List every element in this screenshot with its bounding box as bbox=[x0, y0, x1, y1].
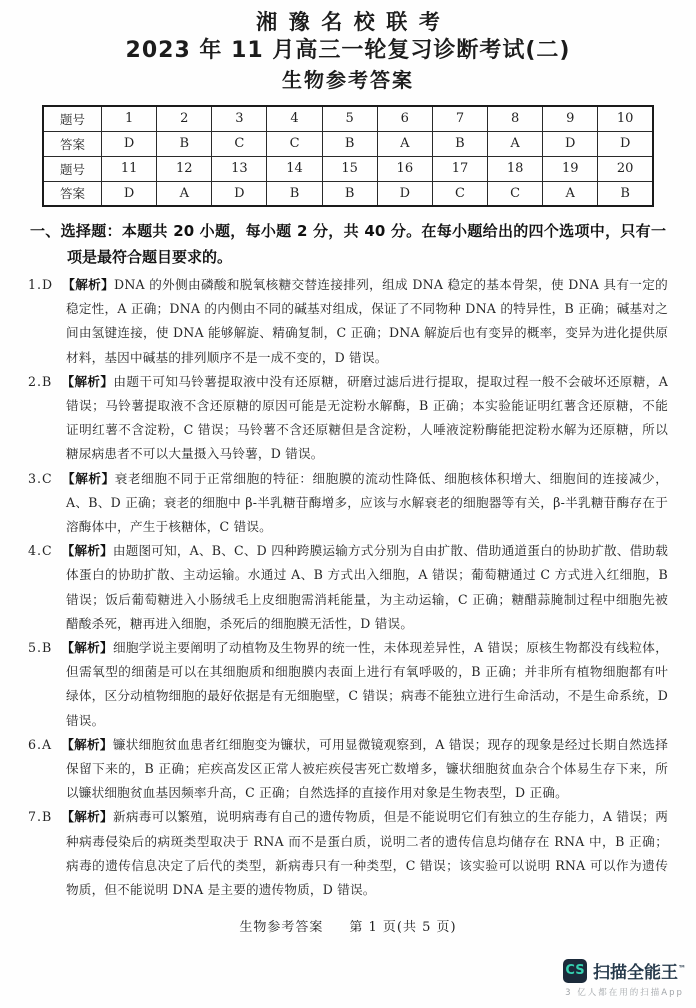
answer-cell: D bbox=[598, 131, 653, 156]
question-number-and-answer: 2.B bbox=[28, 373, 53, 389]
answer-table-row bbox=[43, 156, 653, 181]
answer-cell: D bbox=[102, 181, 157, 206]
answer-cell: 15 bbox=[322, 156, 377, 181]
page-footer bbox=[28, 916, 668, 935]
scanner-watermark-row bbox=[563, 958, 686, 983]
answer-cell: 14 bbox=[267, 156, 322, 181]
answer-cell: 2 bbox=[157, 106, 212, 131]
analysis-label: 【解析】 bbox=[61, 373, 114, 389]
answer-cell: 11 bbox=[102, 156, 157, 181]
answer-key-table-body bbox=[43, 106, 653, 206]
answer-cell: 20 bbox=[598, 156, 653, 181]
analysis-text: 由题图可知，A、B、C、D 四种跨膜运输方式分别为自由扩散、借助通道蛋白的协助扩散、借助载体蛋白的协助扩散、主动运输。水通过 A、B 方式出入细胞，A 错误；葡萄糖通过 C 方式进入红细胞，B 错误；饭后葡萄糖进入小肠绒毛上皮细胞需消耗能量，为主动运输，C 正确；糖醋蒜腌制过程中细胞先被醋酸杀死，糖再进入细胞，杀死后的细胞膜无活性，D 错误。 bbox=[66, 543, 668, 631]
analysis-text: 镰状细胞贫血患者红细胞变为镰状，可用显微镜观察到，A 错误；现存的现象是经过长期自然选择保留下来的，B 正确；疟疾高发区正常人被疟疾侵害死亡数增多，镰状细胞贫血杂合个体易生存下来，所以镰状细胞贫血基因频率升高，C 正确；自然选择的直接作用对象是生物表型，D 正确。 bbox=[66, 736, 668, 801]
explanation-item bbox=[28, 539, 668, 636]
explanation-item bbox=[28, 636, 668, 733]
analysis-text: DNA 的外侧由磷酸和脱氧核糖交替连接排列，组成 DNA 稳定的基本骨架，使 DNA 具有一定的稳定性，A 正确；DNA 的内侧由不同的碱基对组成，保证了不同物种 DNA 的特异性，B 正确；碱基对之间由氢键连接，使 DNA 能够解旋、精确复制，C 正确；DNA 解旋后也有变异的概率，变异为进化提供原材料，基因中碱基的排列顺序不是一成不变的，D 错误。 bbox=[66, 277, 668, 365]
footer-page-number: 第 1 页(共 5 页) bbox=[349, 920, 457, 936]
answer-cell: 5 bbox=[322, 106, 377, 131]
answer-cell: D bbox=[102, 131, 157, 156]
answer-cell: 6 bbox=[377, 106, 432, 131]
answer-cell: A bbox=[377, 131, 432, 156]
analysis-text: 细胞学说主要阐明了动植物及生物界的统一性，未体现差异性，A 错误；原核生物都没有线粒体，但需氧型的细菌是可以在其细胞质和细胞膜内表面上进行有氧呼吸的，B 正确；并非所有植物细胞都有叶绿体，区分动植物细胞的最好依据是有无细胞壁，C 错误；病毒不能独立进行生命活动，不是生命系统，D 错误。 bbox=[66, 640, 668, 728]
answer-cell: 1 bbox=[102, 106, 157, 131]
answer-cell: 17 bbox=[432, 156, 487, 181]
explanation-item bbox=[28, 273, 668, 370]
answer-table-row bbox=[43, 106, 653, 131]
analysis-label: 【解析】 bbox=[61, 736, 113, 752]
answer-cell: A bbox=[157, 181, 212, 206]
answer-cell: A bbox=[488, 131, 543, 156]
question-number-and-answer: 4.C bbox=[28, 543, 53, 559]
exam-session-title: 2023 年 11 月高三一轮复习诊断考试(二) bbox=[125, 38, 571, 63]
answer-cell: 16 bbox=[377, 156, 432, 181]
subject-answer-title: 生物参考答案 bbox=[282, 68, 414, 92]
analysis-label: 【解析】 bbox=[61, 543, 113, 559]
answer-table-row bbox=[43, 181, 653, 206]
analysis-label: 【解析】 bbox=[61, 809, 113, 825]
explanation-list bbox=[28, 273, 668, 902]
answer-cell: 3 bbox=[212, 106, 267, 131]
answer-cell: B bbox=[157, 131, 212, 156]
explanation-item bbox=[28, 467, 668, 540]
explanation-item bbox=[28, 805, 668, 902]
answer-cell: 13 bbox=[212, 156, 267, 181]
scanner-app-name: 扫描全能王™ bbox=[593, 963, 686, 983]
answer-cell: 9 bbox=[543, 106, 598, 131]
answer-cell: D bbox=[212, 181, 267, 206]
analysis-text: 由题干可知马铃薯提取液中没有还原糖，研磨过滤后进行提取，提取过程一般不会破坏还原糖，A 错误；马铃薯提取液不含还原糖的原因可能是无淀粉水解酶，B 正确；本实验能证明红薯含还原糖，不能证明红薯不含淀粉，C 错误；马铃薯不含还原糖但是含淀粉，人唾液淀粉酶能把淀粉水解为还原糖，所以糖尿病患者不可以大量摄入马铃薯，D 错误。 bbox=[66, 373, 668, 462]
exam-league-title: 湘豫名校联考 bbox=[256, 10, 452, 34]
answer-cell: D bbox=[543, 131, 598, 156]
answer-cell: B bbox=[267, 181, 322, 206]
row-label-cell: 答案 bbox=[43, 131, 102, 156]
analysis-label: 【解析】 bbox=[61, 470, 115, 486]
answer-cell: 8 bbox=[488, 106, 543, 131]
answer-cell: 10 bbox=[598, 106, 653, 131]
row-label-cell: 答案 bbox=[43, 181, 102, 206]
scanner-watermark bbox=[563, 958, 686, 998]
answer-cell: 7 bbox=[432, 106, 487, 131]
analysis-text: 衰老细胞不同于正常细胞的特征：细胞膜的流动性降低、细胞核体积增大、细胞间的连接减少，A、B、D 正确；衰老的细胞中 β-半乳糖苷酶增多，应该与水解衰老的细胞器等有关，β-半乳糖苷酶存在于溶酶体中，产生于核糖体，C 错误。 bbox=[66, 470, 668, 535]
answer-cell: 4 bbox=[267, 106, 322, 131]
question-number-and-answer: 5.B bbox=[28, 640, 53, 656]
answer-cell: D bbox=[377, 181, 432, 206]
footer-doc-name: 生物参考答案 bbox=[239, 920, 324, 936]
question-number-and-answer: 1.D bbox=[28, 277, 54, 292]
analysis-label: 【解析】 bbox=[61, 640, 113, 656]
answer-cell: C bbox=[432, 181, 487, 206]
row-label-cell: 题号 bbox=[43, 106, 102, 131]
answer-cell: 18 bbox=[488, 156, 543, 181]
answer-table-row bbox=[43, 131, 653, 156]
analysis-text: 新病毒可以繁殖，说明病毒有自己的遗传物质，但是不能说明它们有独立的生存能力，A 错误；两种病毒侵染后的病斑类型取决于 RNA 而不是蛋白质，说明二者的遗传信息均储存在 RNA 中，B 正确；病毒的遗传信息决定了后代的类型，新病毒只有一种类型，C 错误；该实验可以说明 RNA 可以作为遗传物质，但不能说明 DNA 是主要的遗传物质，D 错误。 bbox=[66, 809, 668, 898]
question-number-and-answer: 7.B bbox=[28, 809, 53, 825]
section-heading: 一、选择题：本题共 20 小题，每小题 2 分，共 40 分。在每小题给出的四个选项中，只有一项是最符合题目要求的。 bbox=[30, 222, 666, 266]
answer-cell: C bbox=[267, 131, 322, 156]
camscanner-logo-icon: CS bbox=[563, 959, 587, 983]
answer-cell: C bbox=[212, 131, 267, 156]
question-number-and-answer: 3.C bbox=[28, 470, 53, 486]
answer-key-table bbox=[42, 105, 654, 207]
question-number-and-answer: 6.A bbox=[28, 736, 53, 752]
explanation-item bbox=[28, 370, 668, 467]
answer-cell: A bbox=[543, 181, 598, 206]
row-label-cell: 题号 bbox=[43, 156, 102, 181]
trademark-symbol: ™ bbox=[678, 964, 686, 973]
scanner-app-tagline: 3 亿人都在用的扫描App bbox=[565, 988, 684, 998]
answer-cell: B bbox=[322, 131, 377, 156]
answer-cell: B bbox=[432, 131, 487, 156]
answer-cell: 12 bbox=[157, 156, 212, 181]
document-header bbox=[28, 8, 668, 94]
analysis-label: 【解析】 bbox=[62, 277, 115, 292]
answer-cell: 19 bbox=[543, 156, 598, 181]
explanation-item bbox=[28, 733, 668, 806]
answer-cell: C bbox=[488, 181, 543, 206]
answer-cell: B bbox=[322, 181, 377, 206]
answer-cell: B bbox=[598, 181, 653, 206]
